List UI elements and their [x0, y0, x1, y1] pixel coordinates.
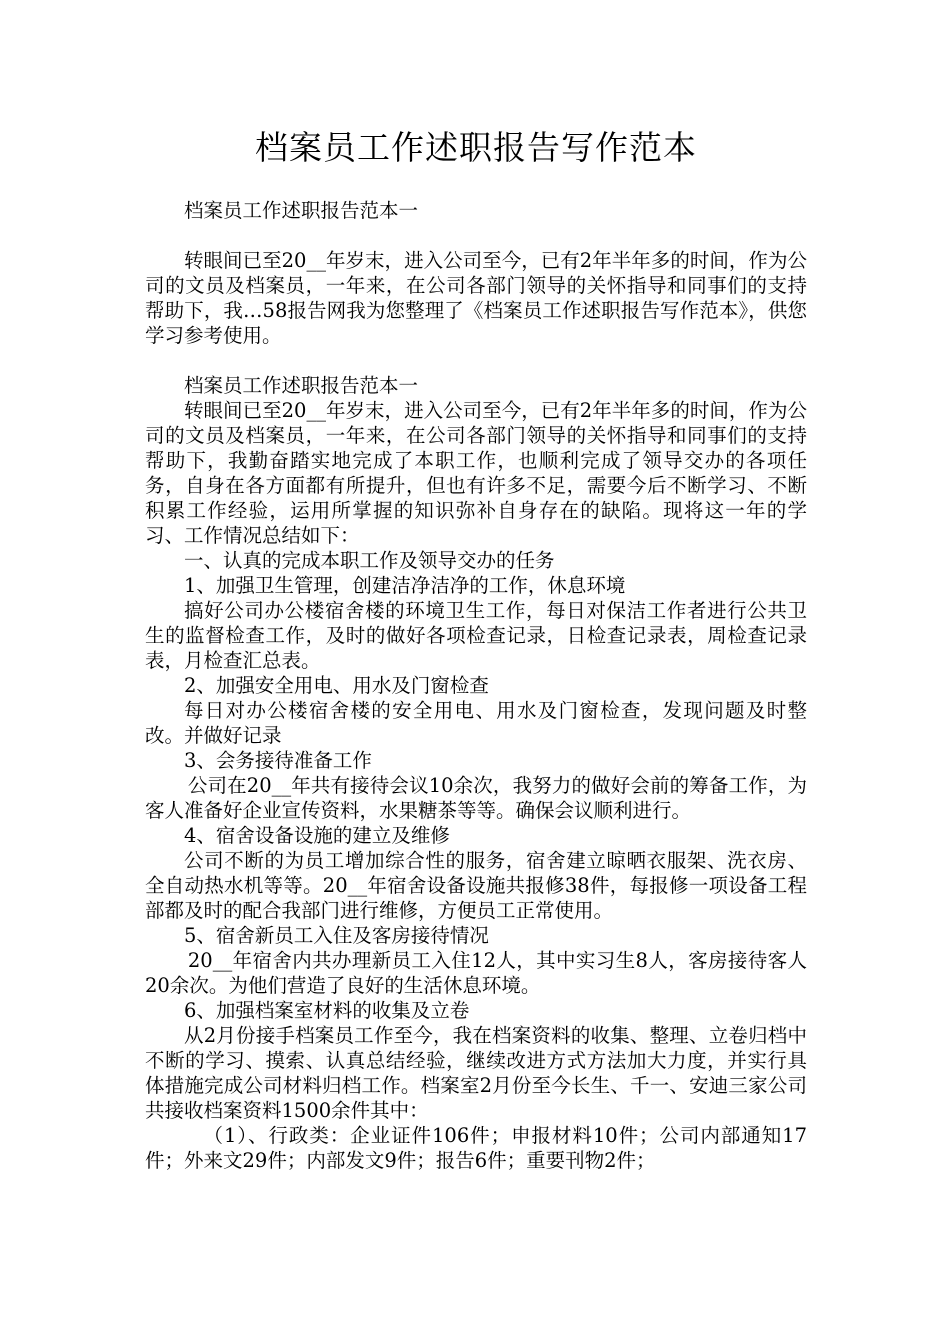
- item-5-paragraph: 20__年宿舍内共办理新员工入住12人，其中实习生8人，客房接待客人20余次。为他们营造了良好的生活休息环境。: [145, 949, 807, 997]
- item-4-heading: 4、宿舍设备设施的建立及维修: [184, 824, 450, 847]
- item-4-paragraph: 公司不断的为员工增加综合性的服务，宿舍建立晾晒衣服架、洗衣房、全自动热水机等等。20__年宿舍设备设施共报修38件，每报修一项设备工程部都及时的配合我部门进行维修，方便员工正常使用。: [145, 849, 807, 922]
- item-3-paragraph: 公司在20__年共有接待会议10余次，我努力的做好会前的筹备工作，为客人准备好企业宣传资料，水果糖茶等等。确保会议顺利进行。: [145, 774, 807, 822]
- item-5-heading: 5、宿舍新员工入住及客房接待情况: [184, 924, 489, 947]
- spacer: [145, 223, 807, 248]
- document-title: 档案员工作述职报告写作范本: [255, 128, 697, 167]
- item-1-paragraph: 搞好公司办公楼宿舍楼的环境卫生工作，每日对保洁工作者进行公共卫生的监督检查工作，及时的做好各项检查记录，日检查记录表，周检查记录表，月检查汇总表。: [145, 599, 807, 672]
- spacer: [145, 348, 807, 373]
- item-6-sub-1: （1）、行政类：企业证件106件；申报材料10件；公司内部通知17件；外来文29件；内部发文9件；报告6件；重要刊物2件；: [145, 1124, 807, 1172]
- item-6-heading: 6、加强档案室材料的收集及立卷: [184, 999, 470, 1022]
- item-6-paragraph: 从2月份接手档案员工作至今，我在档案资料的收集、整理、立卷归档中不断的学习、摸索、认真总结经验，继续改进方式方法加大力度，并实行具体措施完成公司材料归档工作。档案室2月份至今长生、千一、安迪三家公司共接收档案资料1500余件其中：: [145, 1024, 807, 1122]
- subtitle-2: 档案员工作述职报告范本一: [184, 374, 419, 397]
- item-1-heading: 1、加强卫生管理，创建洁净洁净的工作，休息环境: [184, 574, 626, 597]
- item-2-paragraph: 每日对办公楼宿舍楼的安全用电、用水及门窗检查，发现问题及时整改。并做好记录: [145, 699, 807, 747]
- section-heading-1: 一、认真的完成本职工作及领导交办的任务: [184, 549, 555, 572]
- item-2-heading: 2、加强安全用电、用水及门窗检查: [184, 674, 489, 697]
- subtitle-1: 档案员工作述职报告范本一: [184, 199, 419, 222]
- document-body: [145, 198, 807, 1173]
- item-3-heading: 3、会务接待准备工作: [184, 749, 372, 772]
- intro-paragraph: 转眼间已至20__年岁末，进入公司至今，已有2年半年多的时间，作为公司的文员及档案员，一年来，在公司各部门领导的关怀指导和同事们的支持帮助下，我…58报告网我为您整理了《档案员工作述职报告写作范本》，供您学习参考使用。: [145, 249, 807, 347]
- main-paragraph: 转眼间已至20__年岁末，进入公司至今，已有2年半年多的时间，作为公司的文员及档案员，一年来，在公司各部门领导的关怀指导和同事们的支持帮助下，我勤奋踏实地完成了本职工作，也顺利完成了领导交办的各项任务，自身在各方面都有所提升，但也有许多不足，需要今后不断学习、不断积累工作经验，运用所掌握的知识弥补自身存在的缺陷。现将这一年的学习、工作情况总结如下：: [145, 399, 807, 547]
